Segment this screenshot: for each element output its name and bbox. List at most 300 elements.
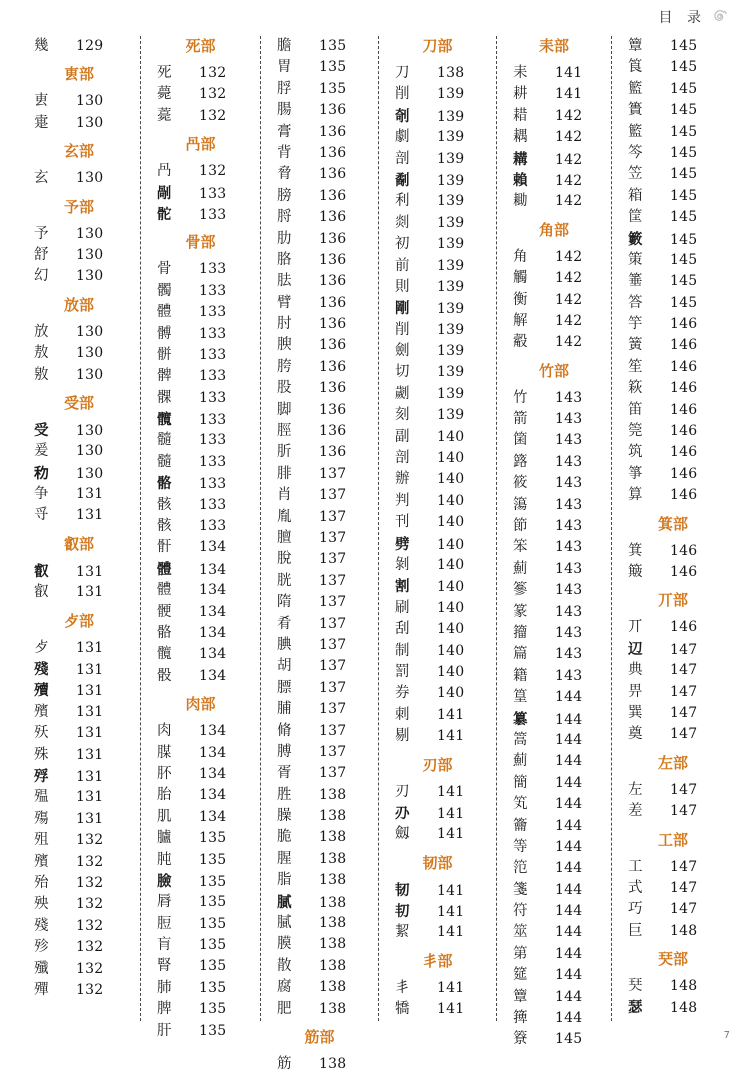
catalog-entry[interactable] [385,726,490,747]
entry-character: 刅 [395,804,410,822]
catalog-entry[interactable] [267,785,372,806]
catalog-entry[interactable] [618,921,728,942]
catalog-entry[interactable] [267,122,372,143]
entry-character: 脯 [277,701,292,718]
catalog-entry[interactable] [385,683,490,704]
catalog-entry[interactable] [618,207,728,228]
catalog-columns [18,36,734,1072]
catalog-entry[interactable] [385,384,490,405]
catalog-entry[interactable] [618,186,728,207]
catalog-entry[interactable] [385,576,490,597]
catalog-entry[interactable] [503,730,605,751]
entry-character: 體 [157,582,172,599]
catalog-entry[interactable] [503,409,605,430]
catalog-entry[interactable] [147,785,254,806]
catalog-entry[interactable] [385,803,490,824]
catalog-entry[interactable] [503,191,605,212]
entry-page-number: 141 [555,86,583,103]
entry-page-number: 136 [319,123,347,140]
entry-character: 籥 [513,817,528,834]
catalog-entry[interactable] [618,314,728,335]
catalog-entry[interactable] [385,555,490,576]
catalog-entry[interactable] [267,36,372,57]
entry-page-number: 140 [437,450,465,467]
catalog-entry[interactable] [267,79,372,100]
catalog-entry[interactable] [24,322,134,343]
catalog-entry[interactable] [24,484,134,505]
catalog-entry[interactable] [618,164,728,185]
entry-page-number: 130 [76,170,104,187]
catalog-entry[interactable] [147,978,254,999]
entry-character: 刃 [395,783,410,800]
catalog-entry[interactable] [618,541,728,562]
catalog-entry[interactable] [24,659,134,680]
catalog-entry[interactable] [618,878,728,899]
catalog-entry[interactable] [385,405,490,426]
catalog-entry[interactable] [24,505,134,526]
catalog-entry[interactable] [147,409,254,430]
catalog-entry[interactable] [503,602,605,623]
catalog-entry[interactable] [147,871,254,892]
catalog-entry[interactable] [385,298,490,319]
catalog-entry[interactable] [503,773,605,794]
catalog-entry[interactable] [503,268,605,289]
catalog-entry[interactable] [24,365,134,386]
catalog-entry[interactable] [267,699,372,720]
catalog-entry[interactable] [385,534,490,555]
section-heading: 叀部 [63,65,94,84]
catalog-entry[interactable] [267,528,372,549]
catalog-entry[interactable] [267,250,372,271]
catalog-entry[interactable] [503,1029,605,1050]
catalog-entry[interactable] [24,894,134,915]
catalog-entry[interactable] [503,944,605,965]
entry-character: 幻 [34,268,49,285]
catalog-entry[interactable] [618,617,728,638]
catalog-entry[interactable] [147,721,254,742]
catalog-entry[interactable] [385,619,490,640]
catalog-entry[interactable] [503,816,605,837]
catalog-entry[interactable] [24,937,134,958]
catalog-entry[interactable] [385,922,490,943]
catalog-entry[interactable] [147,388,254,409]
entry-page-number: 142 [555,291,583,308]
entry-character: 刊 [395,514,410,531]
catalog-entry[interactable] [503,794,605,815]
entry-character: 死 [157,65,172,81]
entry-page-number: 143 [555,518,583,535]
catalog-entry[interactable] [24,224,134,245]
entry-character: 骸 [157,518,172,535]
catalog-entry[interactable] [147,366,254,387]
catalog-entry[interactable] [618,79,728,100]
catalog-entry[interactable] [267,293,372,314]
catalog-entry[interactable] [385,127,490,148]
catalog-entry[interactable] [267,400,372,421]
catalog-entry[interactable] [24,91,134,112]
catalog-entry[interactable] [503,84,605,105]
catalog-entry[interactable] [503,1008,605,1029]
catalog-entry[interactable] [503,858,605,879]
catalog-entry[interactable] [267,614,372,635]
entry-character: 副 [395,428,410,445]
catalog-entry[interactable] [503,901,605,922]
catalog-entry[interactable] [267,913,372,934]
catalog-entry[interactable] [147,666,254,687]
entry-page-number: 146 [670,401,698,418]
catalog-entry[interactable] [385,341,490,362]
catalog-entry[interactable] [503,880,605,901]
catalog-entry[interactable] [267,721,372,742]
catalog-entry[interactable] [385,469,490,490]
catalog-entry[interactable] [24,36,134,57]
catalog-entry[interactable] [618,639,728,660]
catalog-entry[interactable] [267,464,372,485]
catalog-entry[interactable] [618,464,728,485]
catalog-entry[interactable] [385,782,490,803]
entry-character: 制 [395,642,410,659]
spiral-seal-icon [711,9,728,26]
catalog-entry[interactable] [503,965,605,986]
entry-page-number: 146 [670,619,698,636]
catalog-entry[interactable] [24,113,134,134]
catalog-entry[interactable] [147,914,254,935]
catalog-entry[interactable] [385,705,490,726]
catalog-entry[interactable] [503,127,605,148]
entry-page-number: 147 [670,781,698,798]
catalog-entry[interactable] [385,662,490,683]
catalog-entry[interactable] [147,935,254,956]
entry-page-number: 146 [670,542,698,559]
catalog-entry[interactable] [503,63,605,84]
catalog-entry[interactable] [503,709,605,730]
catalog-entry[interactable] [503,495,605,516]
catalog-entry[interactable] [618,857,728,878]
catalog-entry[interactable] [147,580,254,601]
catalog-entry[interactable] [618,421,728,442]
catalog-entry[interactable] [503,537,605,558]
catalog-entry[interactable] [147,559,254,580]
catalog-entry[interactable] [618,682,728,703]
catalog-entry[interactable] [503,623,605,644]
entry-page-number: 139 [437,236,465,253]
catalog-entry[interactable] [618,143,728,164]
catalog-entry[interactable] [385,256,490,277]
catalog-entry[interactable] [267,164,372,185]
catalog-entry[interactable] [267,485,372,506]
catalog-entry[interactable] [503,666,605,687]
catalog-entry[interactable] [385,149,490,170]
catalog-entry[interactable] [267,849,372,870]
catalog-entry[interactable] [267,656,372,677]
catalog-entry[interactable] [267,57,372,78]
catalog-entry[interactable] [385,84,490,105]
catalog-entry[interactable] [24,787,134,808]
catalog-entry[interactable] [618,335,728,356]
catalog-entry[interactable] [24,852,134,873]
catalog-entry[interactable] [503,247,605,268]
section-heading: 放部 [63,295,94,314]
catalog-entry[interactable] [267,763,372,784]
catalog-entry[interactable] [147,430,254,451]
entry-character: 箏 [628,465,643,482]
catalog-entry[interactable] [147,892,254,913]
catalog-entry[interactable] [24,809,134,830]
catalog-entry[interactable] [618,293,728,314]
column-1 [18,36,140,1021]
entry-page-number: 141 [437,1001,465,1018]
catalog-entry[interactable] [618,801,728,822]
catalog-entry[interactable] [618,122,728,143]
catalog-entry[interactable] [385,512,490,533]
catalog-entry[interactable] [147,956,254,977]
catalog-entry[interactable] [503,311,605,332]
catalog-entry[interactable] [618,357,728,378]
catalog-entry[interactable] [267,1054,372,1075]
catalog-entry[interactable] [267,806,372,827]
catalog-entry[interactable] [147,259,254,280]
catalog-entry[interactable] [385,901,490,922]
catalog-entry[interactable] [267,678,372,699]
catalog-entry[interactable] [385,63,490,84]
entry-page-number: 130 [76,366,104,383]
entry-page-number: 131 [76,662,104,679]
entry-character: 受 [34,421,49,439]
entry-character: 篺 [513,1010,528,1027]
catalog-entry[interactable] [147,1021,254,1042]
catalog-entry[interactable] [385,999,490,1020]
catalog-entry[interactable] [385,978,490,999]
catalog-entry[interactable] [267,442,372,463]
catalog-entry[interactable] [147,623,254,644]
catalog-entry[interactable] [267,977,372,998]
catalog-entry[interactable] [147,63,254,84]
catalog-entry[interactable] [147,828,254,849]
catalog-entry[interactable] [385,191,490,212]
catalog-entry[interactable] [267,357,372,378]
catalog-entry[interactable] [147,161,254,182]
catalog-entry[interactable] [24,680,134,701]
entry-character: 脩 [277,722,292,739]
catalog-entry[interactable] [618,36,728,57]
catalog-entry[interactable] [503,290,605,311]
entry-page-number: 143 [555,432,583,449]
catalog-entry[interactable] [618,780,728,801]
catalog-entry[interactable] [503,452,605,473]
catalog-entry[interactable] [385,491,490,512]
catalog-entry[interactable] [147,84,254,105]
entry-page-number: 137 [319,658,347,675]
catalog-entry[interactable] [385,362,490,383]
entry-character: 笙 [628,358,643,375]
catalog-entry[interactable] [503,516,605,537]
catalog-entry[interactable] [385,824,490,845]
catalog-entry[interactable] [385,880,490,901]
catalog-entry[interactable] [147,495,254,516]
catalog-entry[interactable] [24,582,134,603]
catalog-entry[interactable] [385,448,490,469]
catalog-entry[interactable] [385,234,490,255]
entry-page-number: 137 [319,487,347,504]
catalog-entry[interactable] [503,332,605,353]
entry-character: 犞 [395,1001,410,1018]
catalog-entry[interactable] [267,229,372,250]
catalog-entry[interactable] [24,638,134,659]
catalog-entry[interactable] [385,213,490,234]
catalog-entry[interactable] [147,302,254,323]
catalog-entry[interactable] [147,602,254,623]
catalog-entry[interactable] [267,956,372,977]
catalog-entry[interactable] [147,644,254,665]
catalog-entry[interactable] [618,562,728,583]
entry-character: 予 [34,225,49,242]
catalog-entry[interactable] [618,976,728,997]
catalog-entry[interactable] [267,635,372,656]
entry-page-number: 144 [555,838,583,855]
catalog-entry[interactable] [385,427,490,448]
entry-character: 殰 [34,682,49,700]
catalog-entry[interactable] [267,827,372,848]
catalog-entry[interactable] [147,764,254,785]
catalog-entry[interactable] [24,723,134,744]
catalog-entry[interactable] [618,442,728,463]
entry-character: 削 [395,86,410,103]
catalog-entry[interactable] [24,561,134,582]
entry-character: 薨 [157,86,172,103]
catalog-entry[interactable] [503,922,605,943]
entry-character: 敫 [34,366,49,383]
catalog-entry[interactable] [385,598,490,619]
catalog-entry[interactable] [147,473,254,494]
catalog-entry[interactable] [385,277,490,298]
catalog-entry[interactable] [267,143,372,164]
catalog-entry[interactable] [147,106,254,127]
entry-character: 髓 [157,453,172,470]
catalog-entry[interactable] [618,229,728,250]
catalog-entry[interactable] [24,830,134,851]
catalog-entry[interactable] [503,106,605,127]
catalog-entry[interactable] [503,644,605,665]
catalog-entry[interactable] [503,170,605,191]
catalog-entry[interactable] [618,271,728,292]
catalog-entry[interactable] [24,980,134,1001]
catalog-entry[interactable] [503,837,605,858]
entry-page-number: 142 [555,172,583,189]
catalog-entry[interactable] [24,343,134,364]
entry-character: 籀 [513,624,528,641]
catalog-entry[interactable] [503,580,605,601]
catalog-entry[interactable] [618,378,728,399]
catalog-entry[interactable] [267,507,372,528]
catalog-entry[interactable] [503,388,605,409]
catalog-entry[interactable] [385,641,490,662]
catalog-entry[interactable] [618,899,728,920]
catalog-entry[interactable] [147,452,254,473]
catalog-entry[interactable] [147,281,254,302]
catalog-entry[interactable] [24,959,134,980]
catalog-entry[interactable] [618,997,728,1018]
catalog-entry[interactable] [503,430,605,451]
catalog-entry[interactable] [503,687,605,708]
catalog-entry[interactable] [147,345,254,366]
catalog-entry[interactable] [385,170,490,191]
entry-page-number: 136 [319,144,347,161]
catalog-entry[interactable] [267,271,372,292]
catalog-entry[interactable] [618,724,728,745]
catalog-entry[interactable] [267,592,372,613]
catalog-entry[interactable] [147,324,254,345]
catalog-entry[interactable] [24,266,134,287]
catalog-entry[interactable] [24,441,134,462]
catalog-entry[interactable] [267,742,372,763]
catalog-entry[interactable] [503,751,605,772]
entry-page-number: 134 [199,561,227,578]
catalog-entry[interactable] [618,57,728,78]
catalog-entry[interactable] [267,100,372,121]
catalog-entry[interactable] [267,378,372,399]
entry-character: 薊 [513,753,528,770]
catalog-entry[interactable] [267,314,372,335]
catalog-entry[interactable] [503,149,605,170]
catalog-entry[interactable] [147,807,254,828]
catalog-entry[interactable] [24,702,134,723]
catalog-entry[interactable] [267,207,372,228]
catalog-entry[interactable] [267,892,372,913]
catalog-entry[interactable] [503,987,605,1008]
catalog-entry[interactable] [618,250,728,271]
entry-page-number: 131 [76,725,104,742]
catalog-entry[interactable] [267,549,372,570]
catalog-entry[interactable] [267,571,372,592]
entry-page-number: 131 [76,789,104,806]
catalog-entry[interactable] [24,916,134,937]
catalog-entry[interactable] [618,485,728,506]
catalog-entry[interactable] [618,400,728,421]
catalog-entry[interactable] [503,559,605,580]
catalog-entry[interactable] [147,537,254,558]
catalog-entry[interactable] [147,999,254,1020]
catalog-entry[interactable] [24,745,134,766]
catalog-entry[interactable] [618,100,728,121]
entry-character: 膊 [277,743,292,760]
catalog-entry[interactable] [24,463,134,484]
catalog-entry[interactable] [618,703,728,724]
catalog-entry[interactable] [147,183,254,204]
catalog-entry[interactable] [503,473,605,494]
entry-character: 髀 [157,368,172,385]
catalog-entry[interactable] [267,186,372,207]
catalog-entry[interactable] [24,245,134,266]
catalog-entry[interactable] [147,743,254,764]
catalog-entry[interactable] [385,320,490,341]
catalog-entry[interactable] [267,421,372,442]
catalog-entry[interactable] [618,660,728,681]
catalog-entry[interactable] [267,934,372,955]
entry-page-number: 142 [555,129,583,146]
catalog-entry[interactable] [147,204,254,225]
catalog-entry[interactable] [267,335,372,356]
catalog-entry[interactable] [267,999,372,1020]
catalog-entry[interactable] [267,870,372,891]
catalog-entry[interactable] [24,873,134,894]
catalog-entry[interactable] [24,420,134,441]
catalog-entry[interactable] [147,850,254,871]
catalog-entry[interactable] [147,516,254,537]
catalog-entry[interactable] [385,106,490,127]
entry-page-number: 145 [670,209,698,226]
catalog-entry[interactable] [24,168,134,189]
catalog-entry[interactable] [24,766,134,787]
